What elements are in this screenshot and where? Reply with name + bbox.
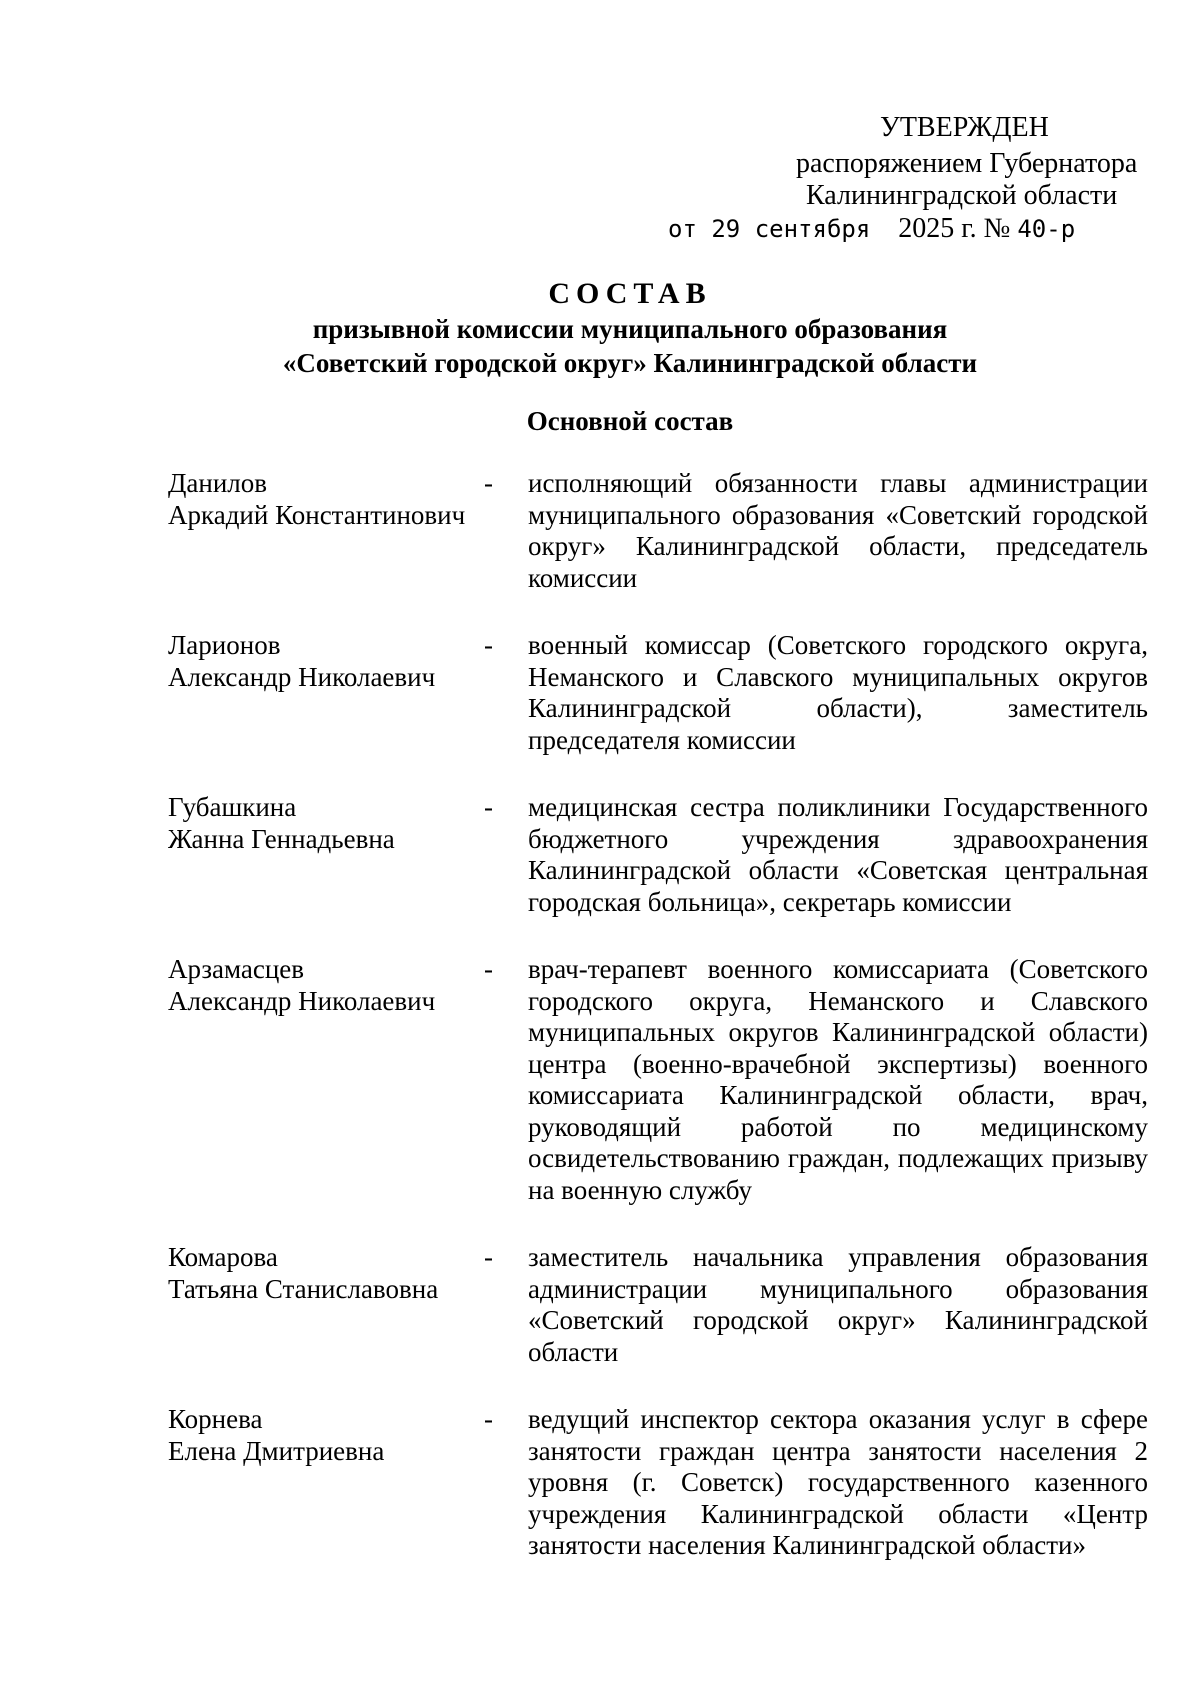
- approval-date: от 29 сентября: [668, 215, 871, 243]
- member-given-names: Аркадий Константинович: [168, 499, 466, 530]
- member-role: военный комиссар (Советского городского округа, Неманского и Славского муниципальных округов Калининградской области), заместитель председателя комиссии: [528, 630, 1148, 755]
- document-title-block: [0, 276, 1200, 380]
- members-list: [168, 468, 1148, 1562]
- member-name: [168, 954, 484, 1017]
- member-role: врач-терапевт военного комиссариата (Советского городского округа, Неманского и Славского муниципальных округов Калининградской области) центра (военно-врачебной экспертизы) военного комиссариата Калининградской области, врач, руководящий работой по медицинскому освидетельствованию граждан, подлежащих призыву на военную службу: [528, 954, 1148, 1205]
- member-name: [168, 792, 484, 855]
- member-surname: Ларионов: [168, 630, 281, 660]
- member-name: [168, 630, 484, 693]
- document-subtitle-line-1: призывной комиссии муниципального образования: [312, 314, 948, 344]
- list-item: [168, 792, 1148, 918]
- member-given-names: Жанна Геннадьевна: [168, 823, 395, 854]
- list-item: [168, 954, 1148, 1206]
- member-surname: Данилов: [168, 468, 268, 498]
- approval-year: 2025 г. №: [898, 213, 1011, 244]
- list-item: [168, 468, 1148, 594]
- member-dash: -: [484, 792, 493, 822]
- member-role: ведущий инспектор сектора оказания услуг в сфере занятости граждан центра занятости населения 2 уровня (г. Советск) государственного казенного учреждения Калининградской области «Центр занятости населения Калининградской области»: [528, 1404, 1148, 1560]
- approval-order: распоряжением Губернатора: [796, 148, 1138, 179]
- member-given-names: Александр Николаевич: [168, 985, 436, 1016]
- approval-date-line: [668, 213, 1075, 245]
- member-dash: -: [484, 1242, 493, 1272]
- document-title: СОСТАВ: [548, 277, 712, 310]
- member-name: [168, 1242, 484, 1305]
- list-item: [168, 630, 1148, 756]
- list-item: [168, 1404, 1148, 1562]
- section-heading: Основной состав: [526, 406, 734, 436]
- member-role: заместитель начальника управления образования администрации муниципального образования «Советский городской округ» Калининградской области: [528, 1242, 1148, 1367]
- member-role: медицинская сестра поликлиники Государственного бюджетного учреждения здравоохранения Калининградской области «Советская центральная городская больница», секретарь комиссии: [528, 792, 1148, 917]
- member-dash: -: [484, 1404, 493, 1434]
- member-given-names: Александр Николаевич: [168, 661, 436, 692]
- member-surname: Корнева: [168, 1404, 263, 1434]
- member-name: [168, 1404, 484, 1467]
- approval-region: Калининградской области: [806, 180, 1118, 211]
- member-name: [168, 468, 484, 531]
- document-subtitle-line-2: «Советский городской округ» Калининградской области: [282, 348, 978, 378]
- member-given-names: Татьяна Станиславовна: [168, 1273, 439, 1304]
- approval-stamp-title: УТВЕРЖДЕН: [880, 112, 1049, 143]
- approval-number: 40-р: [1017, 215, 1076, 243]
- member-dash: -: [484, 630, 493, 660]
- member-dash: -: [484, 468, 493, 498]
- member-dash: -: [484, 954, 493, 984]
- member-surname: Арзамасцев: [168, 954, 305, 984]
- member-given-names: Елена Дмитриевна: [168, 1435, 385, 1466]
- member-surname: Губашкина: [168, 792, 297, 822]
- member-surname: Комарова: [168, 1242, 278, 1272]
- list-item: [168, 1242, 1148, 1368]
- member-role: исполняющий обязанности главы администрации муниципального образования «Советский городской округ» Калининградской области, председатель комиссии: [528, 468, 1148, 593]
